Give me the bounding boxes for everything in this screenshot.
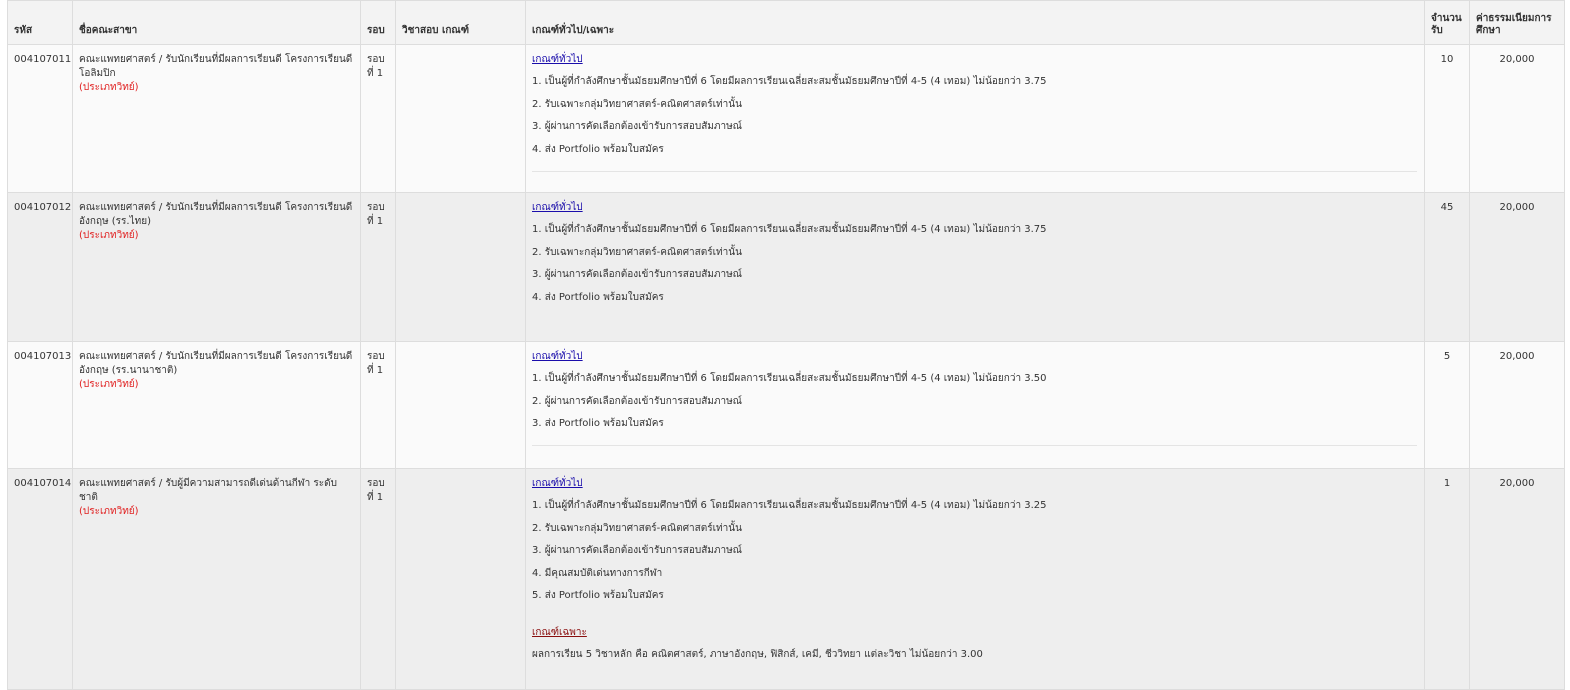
cell-criteria [526, 45, 1425, 193]
criteria-item: 2. รับเฉพาะกลุ่มวิทยาศาสตร์-คณิตศาสตร์เท่านั้น [532, 246, 742, 258]
cell-subject [396, 342, 526, 469]
admission-table-container [7, 0, 1564, 690]
criteria-item: 3. ผู้ผ่านการคัดเลือกต้องเข้ารับการสอบสัมภาษณ์ [532, 121, 742, 132]
cell-criteria [526, 342, 1425, 469]
criteria-spacer [532, 612, 1418, 626]
cell-quantity: 1 [1425, 469, 1470, 690]
header-code[interactable]: รหัส [8, 1, 73, 45]
general-criteria-link[interactable]: เกณฑ์ทั่วไป [532, 54, 583, 65]
cell-faculty [73, 45, 361, 193]
cell-subject [396, 193, 526, 342]
criteria-item: 3. ผู้ผ่านการคัดเลือกต้องเข้ารับการสอบสัมภาษณ์ [532, 545, 742, 556]
cell-faculty [73, 342, 361, 469]
header-fee[interactable]: ค่าธรรมเนียมการศึกษา [1470, 1, 1565, 45]
table-row [8, 193, 1565, 342]
cell-code: 004107011 [8, 45, 73, 193]
cell-faculty [73, 469, 361, 690]
criteria-item: 2. ผู้ผ่านการคัดเลือกต้องเข้ารับการสอบสัมภาษณ์ [532, 395, 742, 407]
general-criteria-link[interactable]: เกณฑ์ทั่วไป [532, 351, 583, 362]
cell-fee: 20,000 [1470, 45, 1565, 193]
cell-faculty [73, 193, 361, 342]
criteria-item: 4. มีคุณสมบัติเด่นทางการกีฬา [532, 567, 663, 579]
cell-subject [396, 469, 526, 690]
faculty-name: คณะแพทยศาสตร์ / รับนักเรียนที่มีผลการเรียนดี โครงการเรียนดีโอลิมปิก [79, 54, 353, 79]
faculty-name: คณะแพทยศาสตร์ / รับนักเรียนที่มีผลการเรียนดี โครงการเรียนดีอังกฤษ (รร.นานาชาติ) [79, 351, 353, 376]
faculty-name: คณะแพทยศาสตร์ / รับผู้มีความสามารถดีเด่นด้านกีฬา ระดับชาติ [79, 478, 337, 503]
general-criteria-link[interactable]: เกณฑ์ทั่วไป [532, 478, 583, 489]
cell-quantity: 5 [1425, 342, 1470, 469]
header-subject[interactable]: วิชาสอบ เกณฑ์ [396, 1, 526, 45]
criteria-item: ผลการเรียน 5 วิชาหลัก คือ คณิตศาสตร์, ภาษาอังกฤษ, ฟิสิกส์, เคมี, ชีววิทยา แต่ละวิชา ไม่น้อยกว่า 3.00 [532, 648, 983, 660]
criteria-divider [532, 171, 1417, 172]
general-criteria-link[interactable]: เกณฑ์ทั่วไป [532, 202, 583, 213]
table-row [8, 342, 1565, 469]
criteria-item: 1. เป็นผู้ที่กำลังศึกษาชั้นมัธยมศึกษาปีที่ 6 โดยมีผลการเรียนเฉลี่ยสะสมชั้นมัธยมศึกษาปีที่ 4-5 (4 เทอม) ไม่น้อยกว่า 3.75 [532, 224, 1047, 235]
cell-code: 004107014 [8, 469, 73, 690]
admission-table [7, 0, 1565, 690]
faculty-type: (ประเภทวิทย์) [79, 82, 139, 93]
criteria-item: 2. รับเฉพาะกลุ่มวิทยาศาสตร์-คณิตศาสตร์เท่านั้น [532, 522, 742, 534]
criteria-item: 5. ส่ง Portfolio พร้อมใบสมัคร [532, 590, 664, 601]
faculty-type: (ประเภทวิทย์) [79, 506, 139, 517]
cell-fee: 20,000 [1470, 342, 1565, 469]
special-criteria-link[interactable]: เกณฑ์เฉพาะ [532, 626, 587, 638]
criteria-item: 1. เป็นผู้ที่กำลังศึกษาชั้นมัธยมศึกษาปีที่ 6 โดยมีผลการเรียนเฉลี่ยสะสมชั้นมัธยมศึกษาปีที่ 4-5 (4 เทอม) ไม่น้อยกว่า 3.25 [532, 500, 1047, 511]
cell-round: รอบที่ 1 [361, 45, 396, 193]
table-row [8, 469, 1565, 690]
header-round[interactable]: รอบ [361, 1, 396, 45]
criteria-item: 1. เป็นผู้ที่กำลังศึกษาชั้นมัธยมศึกษาปีที่ 6 โดยมีผลการเรียนเฉลี่ยสะสมชั้นมัธยมศึกษาปีที่ 4-5 (4 เทอม) ไม่น้อยกว่า 3.50 [532, 373, 1047, 384]
cell-subject [396, 45, 526, 193]
criteria-item: 1. เป็นผู้ที่กำลังศึกษาชั้นมัธยมศึกษาปีที่ 6 โดยมีผลการเรียนเฉลี่ยสะสมชั้นมัธยมศึกษาปีที่ 4-5 (4 เทอม) ไม่น้อยกว่า 3.75 [532, 76, 1047, 87]
cell-fee: 20,000 [1470, 193, 1565, 342]
cell-fee: 20,000 [1470, 469, 1565, 690]
header-faculty[interactable]: ชื่อคณะสาขา [73, 1, 361, 45]
faculty-name: คณะแพทยศาสตร์ / รับนักเรียนที่มีผลการเรียนดี โครงการเรียนดีอังกฤษ (รร.ไทย) [79, 202, 353, 227]
cell-quantity: 10 [1425, 45, 1470, 193]
faculty-type: (ประเภทวิทย์) [79, 379, 139, 390]
criteria-divider [532, 445, 1417, 446]
criteria-item: 4. ส่ง Portfolio พร้อมใบสมัคร [532, 143, 664, 155]
table-header-row [8, 1, 1565, 45]
cell-quantity: 45 [1425, 193, 1470, 342]
cell-criteria [526, 193, 1425, 342]
header-criteria[interactable]: เกณฑ์ทั่วไป/เฉพาะ [526, 1, 1425, 45]
faculty-type: (ประเภทวิทย์) [79, 230, 139, 241]
criteria-item: 4. ส่ง Portfolio พร้อมใบสมัคร [532, 291, 664, 303]
cell-code: 004107013 [8, 342, 73, 469]
cell-round: รอบที่ 1 [361, 469, 396, 690]
criteria-item: 2. รับเฉพาะกลุ่มวิทยาศาสตร์-คณิตศาสตร์เท่านั้น [532, 98, 742, 110]
cell-code: 004107012 [8, 193, 73, 342]
header-quantity[interactable]: จำนวนรับ [1425, 1, 1470, 45]
table-row [8, 45, 1565, 193]
criteria-item: 3. ส่ง Portfolio พร้อมใบสมัคร [532, 418, 664, 429]
cell-round: รอบที่ 1 [361, 193, 396, 342]
criteria-item: 3. ผู้ผ่านการคัดเลือกต้องเข้ารับการสอบสัมภาษณ์ [532, 269, 742, 280]
cell-round: รอบที่ 1 [361, 342, 396, 469]
cell-criteria [526, 469, 1425, 690]
